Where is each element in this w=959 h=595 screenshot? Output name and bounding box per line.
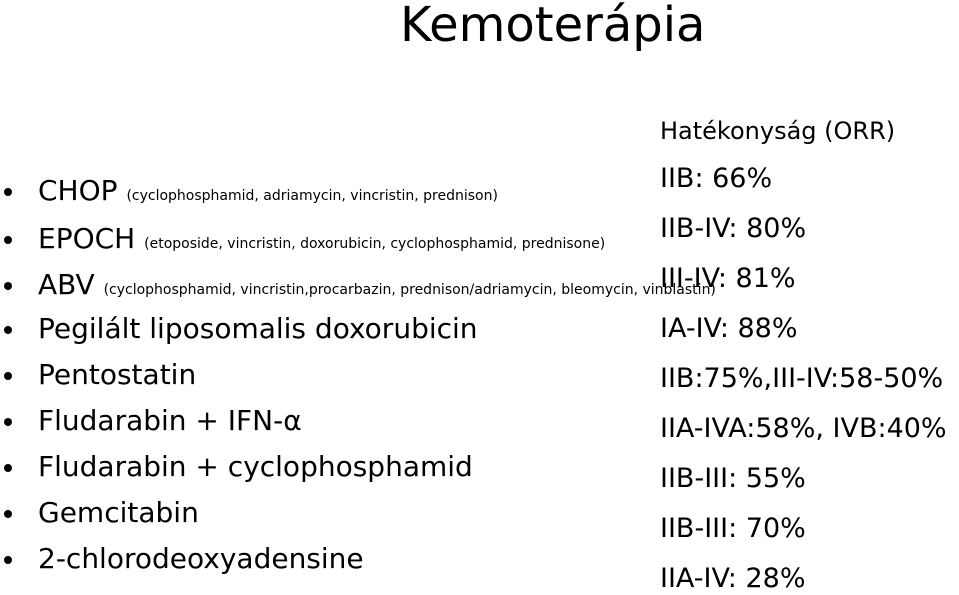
slide-title: Kemoterápia xyxy=(400,0,706,53)
treatment-name: Fludarabin + cyclophosphamid xyxy=(38,450,473,483)
treatment-detail: (cyclophosphamid, vincristin,procarbazin, prednison/adriamycin, bleomycin, vinblastin) xyxy=(103,282,716,298)
bullet-icon xyxy=(4,510,12,518)
efficacy-value: IIA-IV: 28% xyxy=(660,563,806,594)
treatment-name: Fludarabin + IFN-α xyxy=(38,404,302,437)
efficacy-value: IIB-III: 55% xyxy=(660,463,806,494)
treatment-detail: (cyclophosphamid, adriamycin, vincristin, prednison) xyxy=(126,188,498,204)
bullet-icon xyxy=(4,188,12,196)
efficacy-header: Hatékonyság (ORR) xyxy=(660,117,896,145)
treatment-name: Pegilált liposomalis doxorubicin xyxy=(38,312,478,345)
bullet-icon xyxy=(4,464,12,472)
treatment-name: EPOCH xyxy=(38,222,136,255)
treatment-name: ABV xyxy=(38,268,95,301)
bullet-icon xyxy=(4,326,12,334)
treatment-name: 2-chlorodeoxyadensine xyxy=(38,542,364,575)
bullet-icon xyxy=(4,236,12,244)
efficacy-value: III-IV: 81% xyxy=(660,263,796,294)
bullet-icon xyxy=(4,418,12,426)
treatment-name: Gemcitabin xyxy=(38,496,199,529)
efficacy-value: IA-IV: 88% xyxy=(660,313,798,344)
efficacy-value: IIA-IVA:58%, IVB:40% xyxy=(660,413,947,444)
bullet-icon xyxy=(4,282,12,290)
bullet-icon xyxy=(4,556,12,564)
bullet-icon xyxy=(4,372,12,380)
efficacy-value: IIB-III: 70% xyxy=(660,513,806,544)
efficacy-value: IIB: 66% xyxy=(660,163,773,194)
efficacy-value: IIB-IV: 80% xyxy=(660,213,807,244)
treatment-name: Pentostatin xyxy=(38,358,197,391)
treatment-name: CHOP xyxy=(38,174,118,207)
treatment-detail: (etoposide, vincristin, doxorubicin, cyclophosphamid, prednisone) xyxy=(144,236,606,252)
efficacy-value: IIB:75%,III-IV:58-50% xyxy=(660,363,944,394)
